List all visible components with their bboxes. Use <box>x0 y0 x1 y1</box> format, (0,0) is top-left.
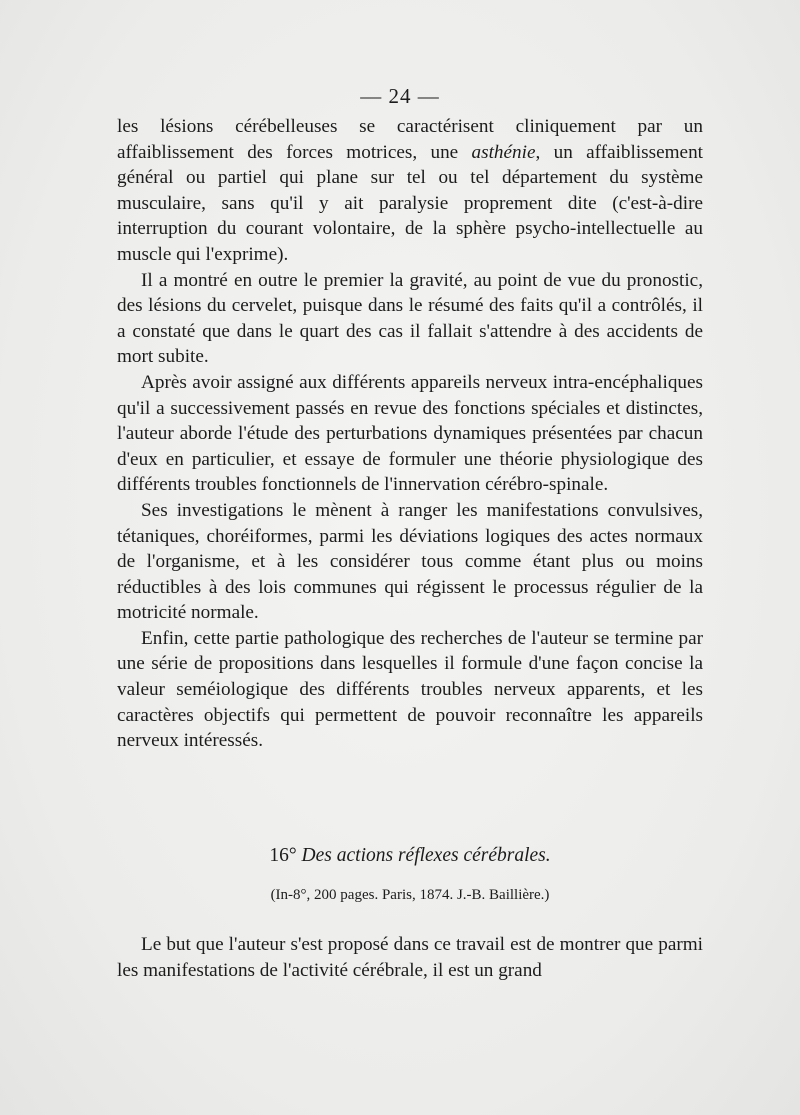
paragraph-2: Il a montré en outre le premier la gravité, au point de vue du pronostic, des lésions du cervelet, puisque dans le résumé des faits qu'il a contrôlés, il a constaté que dans le quart des cas il fallait s'attendre à des accidents de mort subite. <box>117 269 703 368</box>
bibliographic-note: (In-8°, 200 pages. Paris, 1874. J.-B. Baillière.) <box>270 887 550 903</box>
main-text <box>117 114 703 754</box>
paragraph-1-after: , un affaiblissement général ou partiel qui plane sur tel ou tel département du système musculaire, sans qu'il y ait paralysie proprement dite (c'est-à-dire interruption du courant volontaire, de la sphère psycho-intellectuelle au muscle qui l'exprime). <box>117 141 703 265</box>
paragraph-1 <box>117 114 703 268</box>
closing-text <box>117 932 703 983</box>
paragraph-3: Après avoir assigné aux différents appareils nerveux intra-encéphaliques qu'il a successivement passés en revue des fonctions spéciales et distinctes, l'auteur aborde l'étude des perturbations dynamiques présentées par chacun d'eux en particulier, et essaye de formuler une théorie physiologique des différents troubles fonctionnels de l'innervation cérébro-spinale. <box>117 371 703 496</box>
page-number: — 24 — <box>360 84 440 108</box>
closing-paragraph: Le but que l'auteur s'est proposé dans ce travail est de montrer que parmi les manifestations de l'activité cérébrale, il est un grand <box>117 934 703 981</box>
paragraph-1-before: les lésions cérébelleuses se caractérisent cliniquement par un affaiblissement des forces motrices, une <box>117 116 703 163</box>
asthenie-term: asthénie <box>471 141 536 163</box>
section-heading <box>117 845 703 867</box>
paragraph-5: Enfin, cette partie pathologique des recherches de l'auteur se termine par une série de propositions dans lesquelles il formule d'une façon concise la valeur seméiologique des différents troubles nerveux apparents, et les caractères objectifs qui permettent de pouvoir reconnaître les appareils nerveux intéressés. <box>117 627 703 752</box>
section-title: Des actions réflexes cérébrales. <box>301 845 551 866</box>
section-number: 16° <box>269 845 297 866</box>
paragraph-4: Ses investigations le mènent à ranger les manifestations convulsives, tétaniques, choréiformes, parmi les déviations logiques des actes normaux de l'organisme, et à les considérer tous comme étant plus ou moins réductibles à des lois communes qui régissent le processus régulier de la motricité normale. <box>117 499 703 624</box>
